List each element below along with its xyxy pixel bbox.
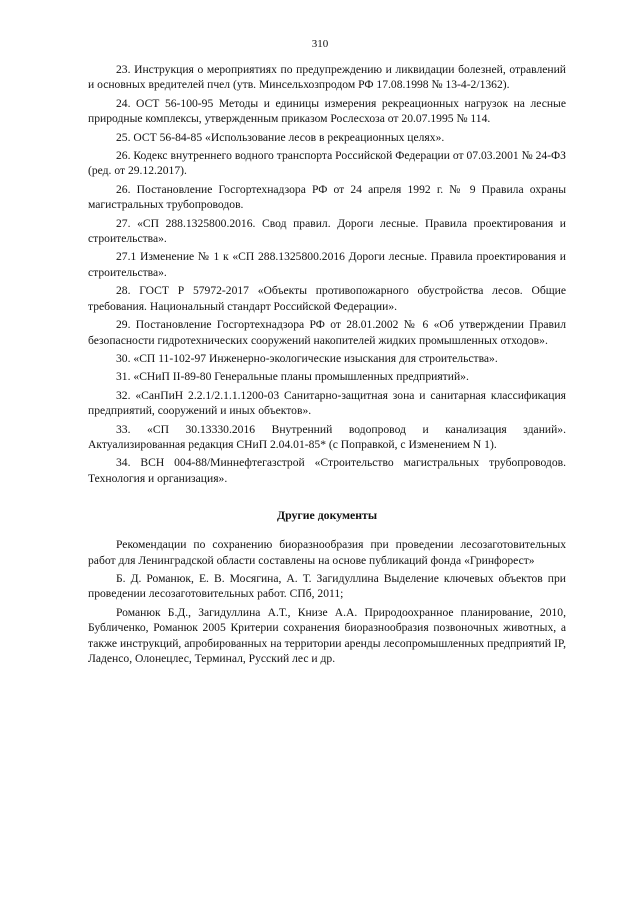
reference-item: 27. «СП 288.1325800.2016. Свод правил. Дороги лесные. Правила проектирования и строительства». bbox=[88, 216, 566, 246]
reference-item: 29. Постановление Госгортехнадзора РФ от 28.01.2002 № 6 «Об утверждении Правил безопасности гидротехнических сооружений накопителей жидких промышленных отходов». bbox=[88, 318, 566, 347]
reference-item: 23. Инструкция о мероприятиях по предупреждению и ликвидации болезней, отравлений и основных вредителей пчел (утв. Минсельхозпродом РФ 17.08.1998 № 13-4-2/1362). bbox=[88, 63, 566, 92]
reference-item: 28. ГОСТ Р 57972-2017 «Объекты противопожарного обустройства лесов. Общие требования. Национальный стандарт Российской Федерации». bbox=[88, 284, 566, 313]
reference-item: 34. ВСН 004-88/Миннефтегазстрой «Строительство магистральных трубопроводов. Технология и организация». bbox=[88, 456, 566, 485]
other-documents-section bbox=[88, 537, 566, 666]
reference-item: 25. ОСТ 56-84-85 «Использование лесов в рекреационных целях». bbox=[116, 130, 445, 144]
reference-item: 32. «СанПиН 2.2.1/2.1.1.1200-03 Санитарно-защитная зона и санитарная классификация предприятий, сооружений и иных объектов». bbox=[88, 388, 566, 418]
reference-item: 26. Кодекс внутреннего водного транспорта Российской Федерации от 07.03.2001 № 24-ФЗ (ред. от 29.12.2017). bbox=[88, 149, 566, 178]
reference-item: 26. Постановление Госгортехнадзора РФ от 24 апреля 1992 г. № 9 Правила охраны магистральных трубопроводов. bbox=[88, 182, 566, 212]
reference-item: 33. «СП 30.13330.2016 Внутренний водопровод и канализация зданий». Актуализированная редакция СНиП 2.04.01-85* (с Поправкой, с Изменением N 1). bbox=[88, 422, 566, 451]
reference-item: 31. «СНиП II-89-80 Генеральные планы промышленных предприятий». bbox=[116, 370, 469, 384]
page-number: 310 bbox=[311, 38, 329, 50]
reference-list bbox=[88, 62, 566, 486]
reference-item: 30. «СП 11-102-97 Инженерно-экологические изыскания для строительства». bbox=[116, 351, 498, 365]
section-paragraph: Романюк Б.Д., Загидуллина А.Т., Книзе А.А. Природоохранное планирование, 2010, Бубличенко, Романюк 2005 Критерии сохранения биоразнообразия позвоночных животных, а также инструкций, апробированных на территории аренды лесопромышленных предприятий IP, Ладенсо, Олонецлес, Терминал, Русский лес и др. bbox=[88, 605, 566, 665]
section-paragraph: Рекомендации по сохранению биоразнообразия при проведении лесозаготовительных работ для Ленинградской области составлены на основе публикаций фонда «Гринфорест» bbox=[88, 538, 566, 567]
section-heading: Другие документы bbox=[276, 508, 378, 523]
reference-item: 27.1 Изменение № 1 к «СП 288.1325800.2016 Дороги лесные. Правила проектирования и строительства». bbox=[88, 250, 566, 279]
document-body bbox=[88, 62, 566, 669]
section-paragraph: Б. Д. Романюк, Е. В. Мосягина, А. Т. Загидуллина Выделение ключевых объектов при проведении лесозаготовительных работ. СПб, 2011; bbox=[88, 571, 566, 601]
reference-item: 24. ОСТ 56-100-95 Методы и единицы измерения рекреационных нагрузок на лесные природные комплексы, утвержденным приказом Рослесхоза от 20.07.1995 № 114. bbox=[88, 96, 566, 126]
